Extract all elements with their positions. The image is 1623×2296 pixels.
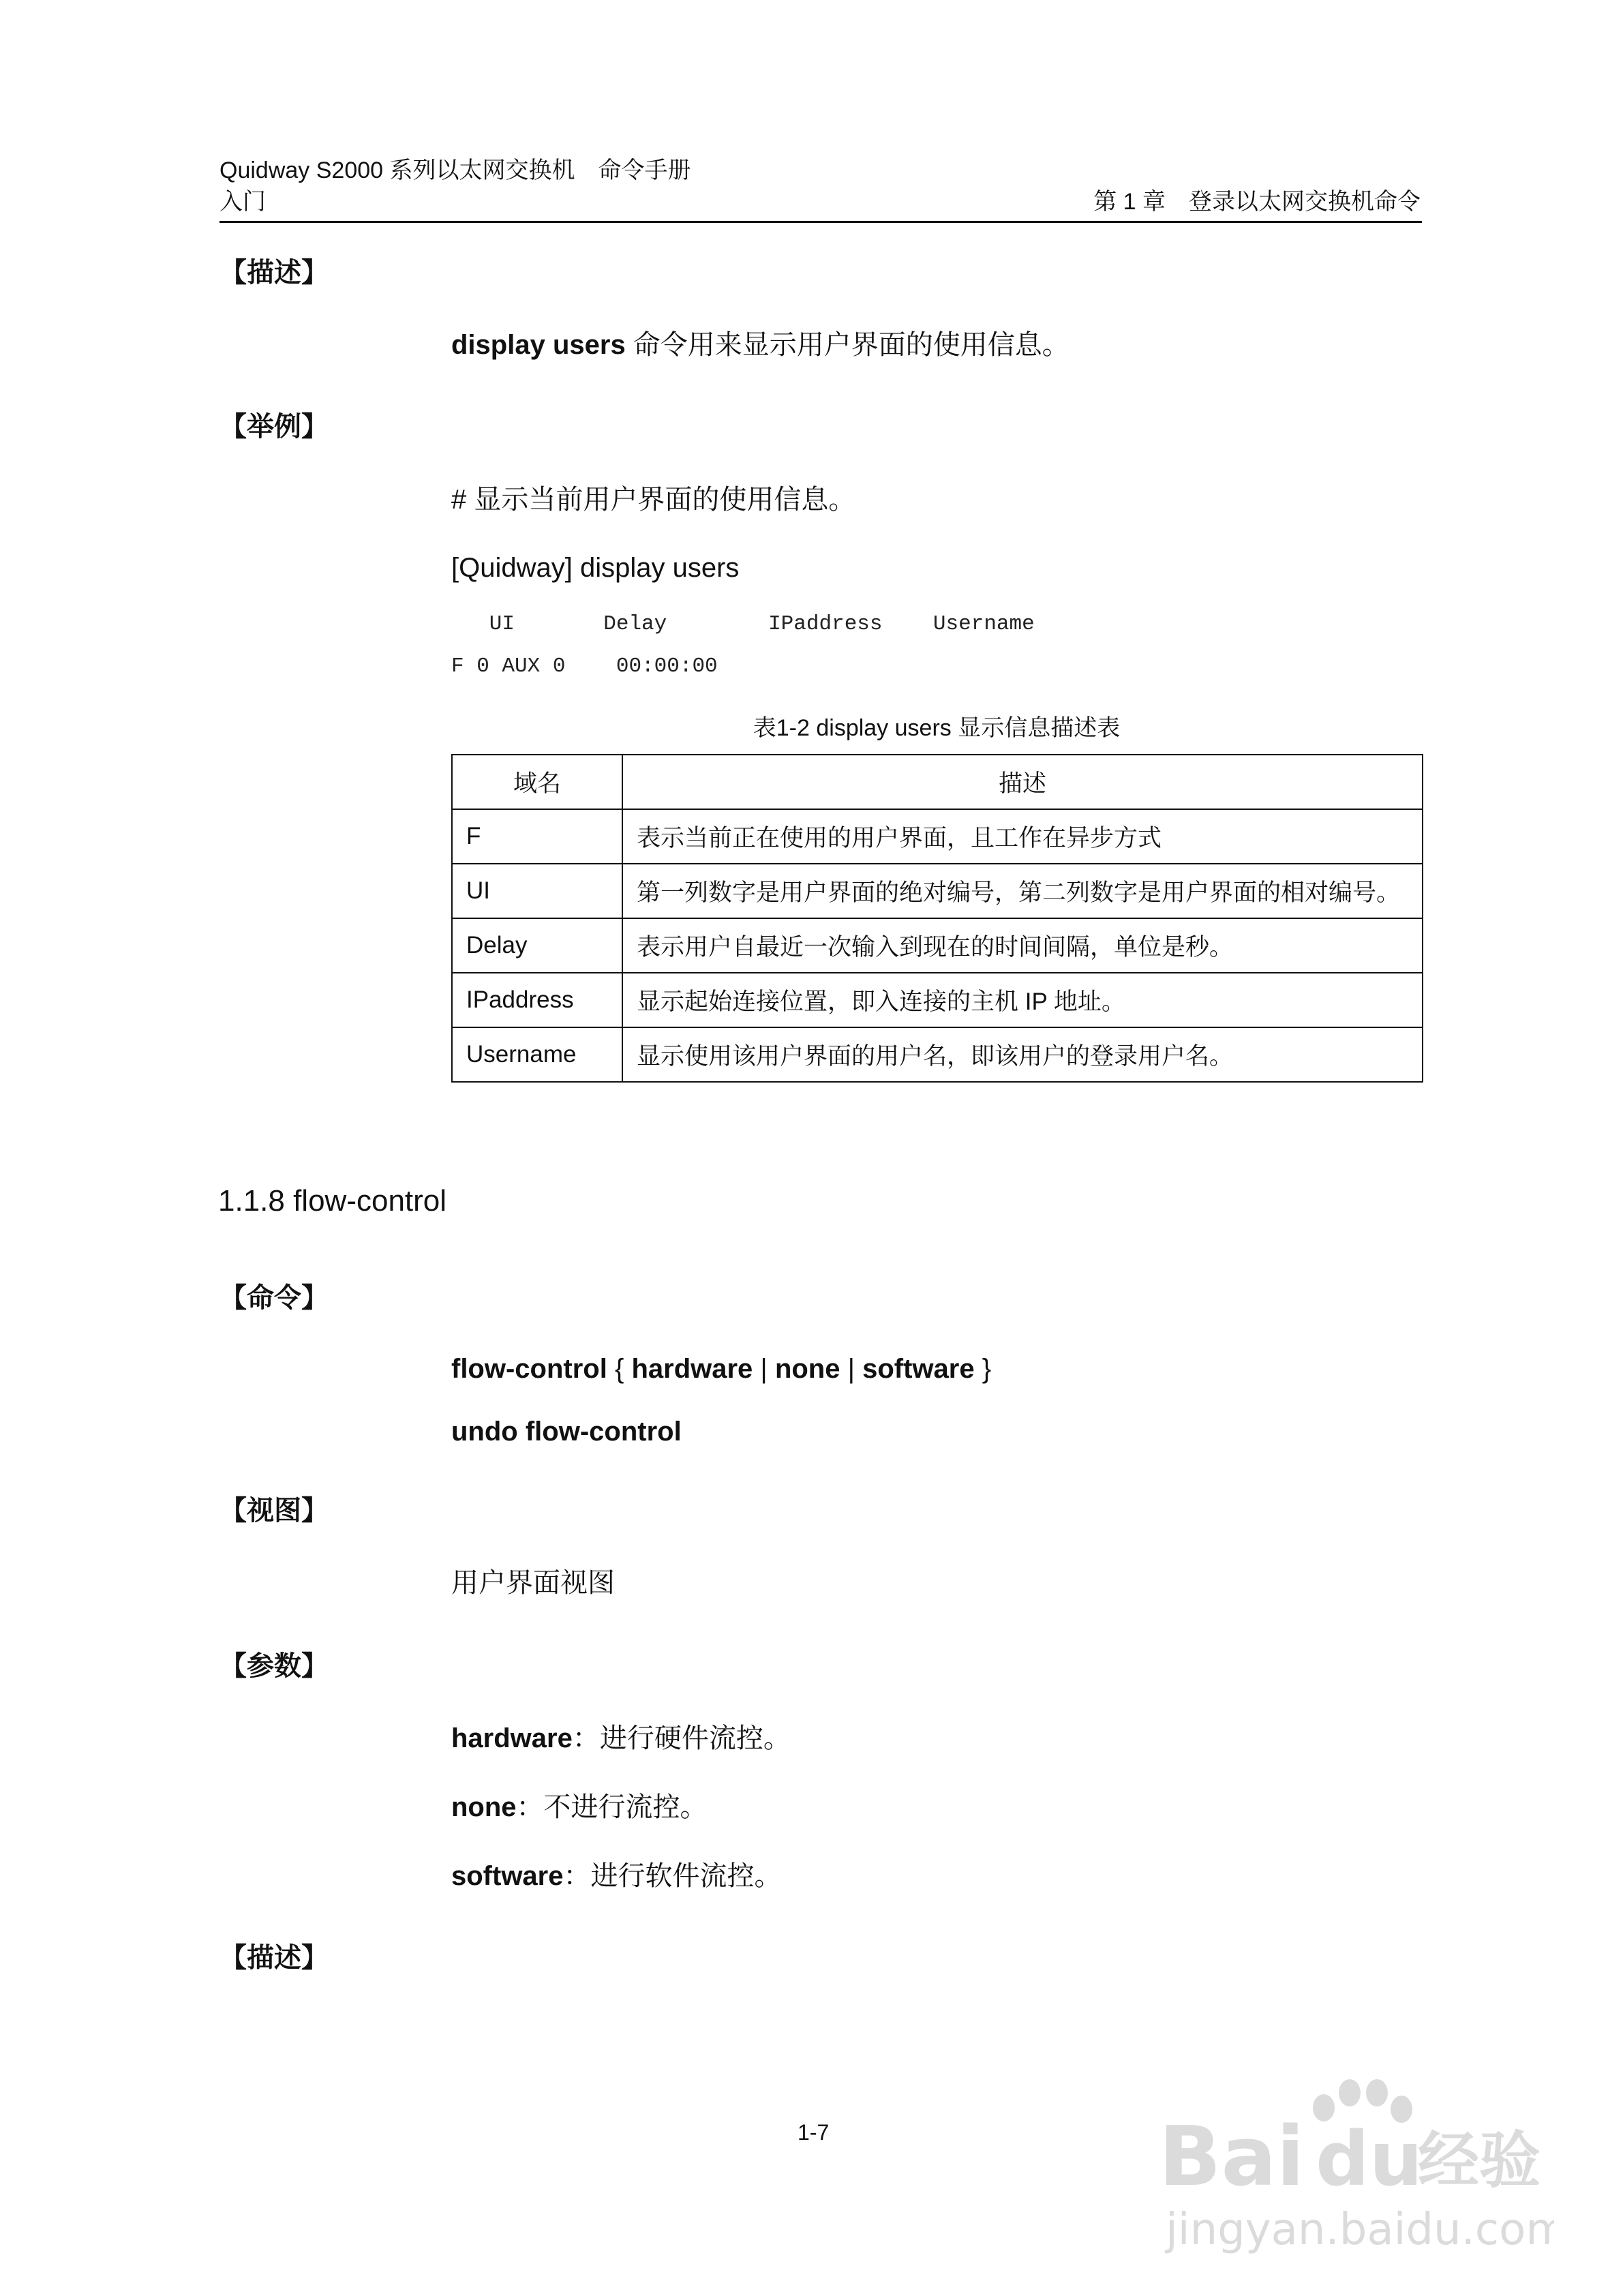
baidu-paw-icon bbox=[1145, 2066, 1554, 2263]
section-view: 【视图】 bbox=[219, 1496, 329, 1526]
field-name-cell: Delay bbox=[452, 918, 622, 973]
field-name-cell: UI bbox=[452, 864, 622, 918]
field-description-cell: 显示起始连接位置，即入连接的主机 IP 地址。 bbox=[622, 973, 1423, 1027]
field-description-cell: 表示当前正在使用的用户界面，且工作在异步方式 bbox=[622, 809, 1423, 864]
description-paragraph bbox=[451, 327, 1070, 363]
undo-command bbox=[451, 1414, 682, 1449]
section-command: 【命令】 bbox=[219, 1283, 329, 1313]
cmd-option: none bbox=[774, 1354, 840, 1384]
param-item bbox=[451, 1721, 791, 1756]
param-item bbox=[451, 1858, 782, 1894]
header-title: Quidway S2000 系列以太网交换机 命令手册 bbox=[219, 157, 691, 183]
table-row bbox=[452, 973, 1423, 1027]
field-name-cell: F bbox=[452, 809, 622, 864]
view-text: 用户界面视图 bbox=[451, 1568, 615, 1598]
description-table bbox=[451, 754, 1423, 1083]
example-comment: # 显示当前用户界面的使用信息。 bbox=[451, 485, 856, 515]
section-description: 【描述】 bbox=[219, 258, 329, 288]
table-caption: 表1-2 display users 显示信息描述表 bbox=[753, 715, 1121, 741]
description-text: 命令用来显示用户界面的使用信息。 bbox=[625, 330, 1070, 360]
watermark-brand-cn: 经验 bbox=[1418, 2125, 1541, 2196]
command-name: display users bbox=[451, 330, 626, 360]
example-prompt: [Quidway] display users bbox=[451, 553, 740, 583]
param-name: hardware bbox=[451, 1723, 573, 1753]
table-header-cell: 域名 bbox=[452, 755, 622, 809]
param-text: ：不进行流控。 bbox=[516, 1792, 708, 1822]
section-example: 【举例】 bbox=[219, 412, 329, 442]
watermark-brand-2: du bbox=[1316, 2115, 1423, 2203]
section-parameters: 【参数】 bbox=[219, 1651, 329, 1681]
section-description-2: 【描述】 bbox=[219, 1943, 329, 1973]
table-header-cell: 描述 bbox=[622, 755, 1423, 809]
field-name-cell: Username bbox=[452, 1027, 622, 1082]
baidu-watermark bbox=[1145, 2066, 1554, 2263]
field-description-cell: 显示使用该用户界面的用户名，即该用户的登录用户名。 bbox=[622, 1027, 1423, 1082]
table-row bbox=[452, 864, 1423, 918]
cmd-option: hardware bbox=[631, 1354, 753, 1384]
param-text: ：进行软件流控。 bbox=[563, 1861, 782, 1891]
cmd-option: software bbox=[862, 1354, 975, 1384]
header-subtitle: 入门 bbox=[219, 189, 266, 215]
undo-command-text: undo flow-control bbox=[451, 1417, 682, 1447]
cmd-separator: | bbox=[840, 1354, 863, 1384]
cmd-brace: { bbox=[607, 1354, 632, 1384]
param-item bbox=[451, 1789, 708, 1825]
param-name: none bbox=[451, 1792, 517, 1822]
table-row bbox=[452, 809, 1423, 864]
table-row bbox=[452, 918, 1423, 973]
watermark-url: jingyan.baidu.com bbox=[1166, 2205, 1554, 2255]
command-syntax bbox=[451, 1351, 991, 1387]
header-rule bbox=[219, 221, 1422, 223]
field-description-cell: 表示用户自最近一次输入到现在的时间间隔，单位是秒。 bbox=[622, 918, 1423, 973]
param-text: ：进行硬件流控。 bbox=[572, 1723, 791, 1753]
header-chapter: 第 1 章 登录以太网交换机命令 bbox=[1093, 189, 1421, 215]
output-row-line: F 0 AUX 0 00:00:00 bbox=[451, 654, 718, 678]
param-name: software bbox=[451, 1861, 564, 1891]
field-description-cell: 第一列数字是用户界面的绝对编号，第二列数字是用户界面的相对编号。 bbox=[622, 864, 1423, 918]
table-row bbox=[452, 1027, 1423, 1082]
watermark-brand: Bai bbox=[1159, 2110, 1305, 2205]
output-header-line: UI Delay IPaddress Username bbox=[451, 612, 1035, 636]
cmd-separator: | bbox=[753, 1354, 775, 1384]
section-heading: 1.1.8 flow-control bbox=[218, 1184, 447, 1218]
field-name-cell: IPaddress bbox=[452, 973, 622, 1027]
cmd-brace: } bbox=[974, 1354, 992, 1384]
table-header-row bbox=[452, 755, 1423, 809]
cmd-keyword: flow-control bbox=[451, 1354, 607, 1384]
page-number: 1-7 bbox=[798, 2120, 830, 2145]
